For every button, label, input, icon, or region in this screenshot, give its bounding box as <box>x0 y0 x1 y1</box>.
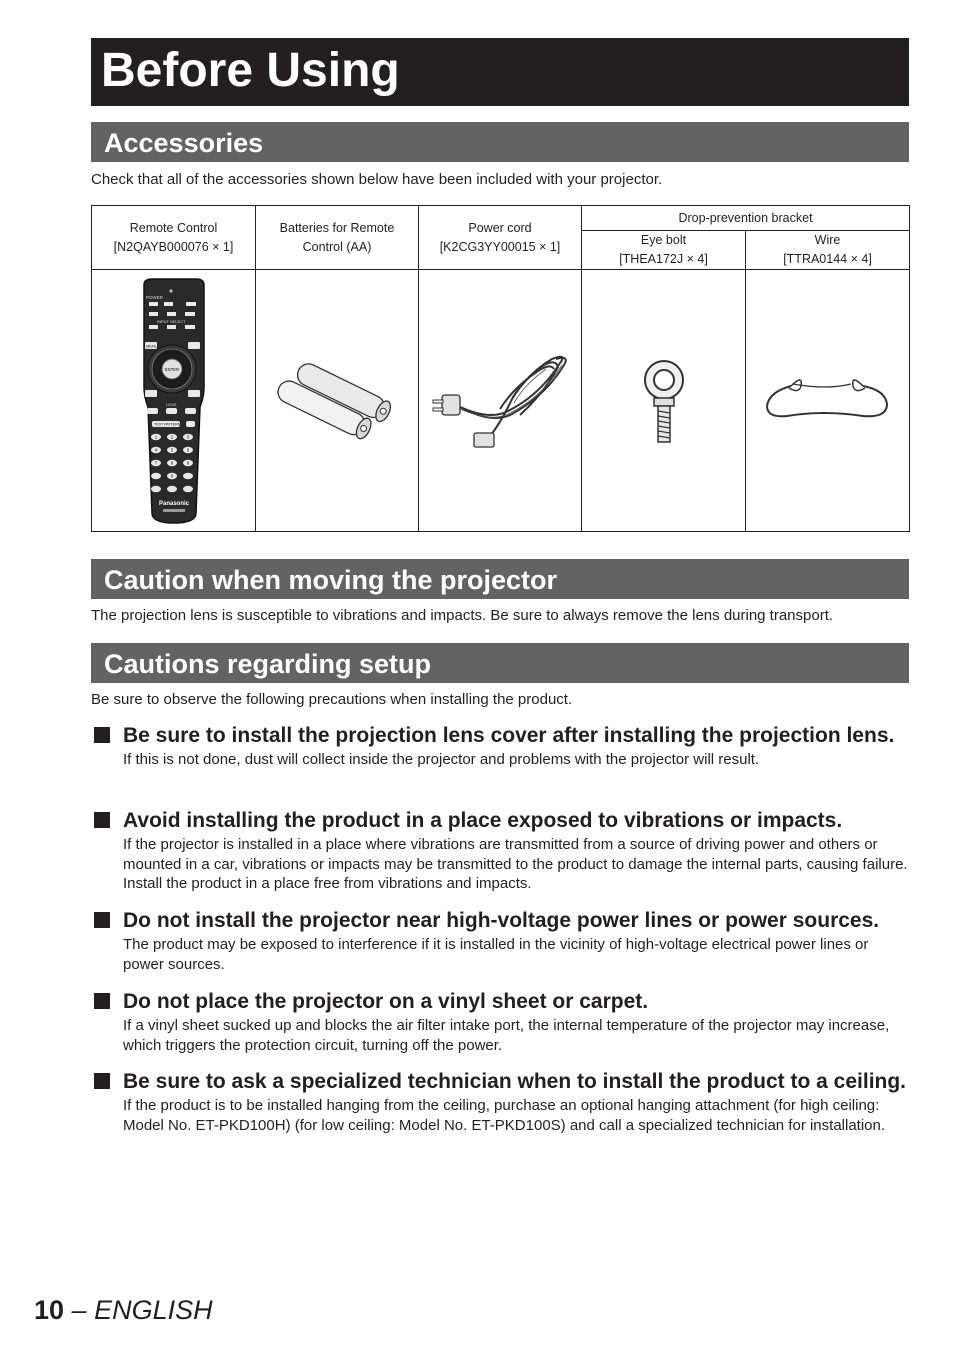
accessories-intro: Check that all of the accessories shown below have been included with your projector. <box>91 171 663 188</box>
remote-brand-label: Panasonic <box>158 500 189 507</box>
setup-item-ceiling <box>91 1070 909 1135</box>
setup-item-body: If the product is to be installed hanging from the ceiling, purchase an optional hanging attachment (for high ceiling: Model No. ET-PKD100H) (for low ceiling: Model No. ET-PKD100S) and call a specialized technician for installation. <box>123 1097 886 1134</box>
cord-part: [K2CG3YY00015 × 1] <box>439 239 561 254</box>
bullet-square-icon <box>94 812 110 828</box>
remote-power-label: POWER <box>145 294 163 300</box>
remote-test-pattern-label: TEST PATTERN <box>153 422 180 426</box>
svg-text:7: 7 <box>154 460 157 466</box>
page-number: 10 <box>34 1295 65 1325</box>
remote-header-cell <box>92 206 256 270</box>
batteries-part: Control (AA) <box>302 239 372 254</box>
batteries-name: Batteries for Remote <box>279 220 395 235</box>
setup-item-body: The product may be exposed to interference if it is installed in the vicinity of high-voltage electrical power lines or power sources. <box>123 936 869 973</box>
bullet-square-icon <box>94 727 110 743</box>
moving-heading: Caution when moving the projector <box>91 559 909 599</box>
eye-bolt-image <box>634 356 694 446</box>
power-cord-image <box>430 351 570 451</box>
svg-text:1: 1 <box>154 434 157 440</box>
setup-item-body: If a vinyl sheet sucked up and blocks the air filter intake port, the internal temperature of the projector may increase, which triggers the protection circuit, turning off the power. <box>123 1017 890 1054</box>
wire-part: [TTRA0144 × 4] <box>783 252 872 266</box>
cord-name: Power cord <box>468 220 532 235</box>
bullet-square-icon <box>94 993 110 1009</box>
bracket-group-header: Drop-prevention bracket <box>582 206 910 231</box>
wire-name: Wire <box>814 233 841 247</box>
eyebolt-name: Eye bolt <box>640 233 687 247</box>
page-title: Before Using <box>91 38 909 106</box>
bullet-square-icon <box>94 912 110 928</box>
setup-item-body: If this is not done, dust will collect inside the projector and problems with the projector will result. <box>123 751 760 768</box>
setup-item-vibrations <box>91 809 909 894</box>
eye-bolt-image-cell <box>582 270 746 532</box>
setup-item-body: If the projector is installed in a place where vibrations are transmitted from a source of driving power and others or mounted in a car, vibrations or impacts may be transmitted to the product to damage the internal parts, causing failure. Install the product in a place free from vibrations and impacts. <box>123 836 908 892</box>
setup-item-title: Do not install the projector near high-voltage power lines or power sources. <box>123 909 880 932</box>
remote-input-select-label: INPUT SELECT <box>156 318 186 324</box>
setup-intro: Be sure to observe the following precautions when installing the product. <box>91 691 573 708</box>
setup-item-lens-cover <box>91 724 909 770</box>
eyebolt-header-cell <box>582 231 746 270</box>
svg-text:5: 5 <box>170 447 173 453</box>
svg-text:4: 4 <box>154 447 157 453</box>
remote-lens-label: LENS <box>165 401 176 407</box>
svg-text:3: 3 <box>186 434 189 440</box>
svg-text:0: 0 <box>170 473 173 479</box>
batteries-header-cell <box>256 206 419 270</box>
cord-header-cell <box>419 206 582 270</box>
wire-image <box>763 376 893 426</box>
remote-image-cell <box>92 270 256 532</box>
batteries-image <box>275 361 399 441</box>
wire-image-cell <box>746 270 910 532</box>
setup-item-title: Avoid installing the product in a place exposed to vibrations or impacts. <box>123 809 843 832</box>
setup-item-vinyl-sheet <box>91 990 909 1055</box>
remote-part: [N2QAYB000076 × 1] <box>113 239 234 254</box>
footer-language: – ENGLISH <box>64 1295 213 1325</box>
svg-text:2: 2 <box>170 434 173 440</box>
svg-text:8: 8 <box>170 460 173 466</box>
setup-item-high-voltage <box>91 909 909 974</box>
accessories-heading: Accessories <box>91 122 909 162</box>
setup-item-title: Be sure to ask a specialized technician when to install the product to a ceiling. <box>123 1070 907 1093</box>
bullet-square-icon <box>94 1073 110 1089</box>
setup-heading: Cautions regarding setup <box>91 643 909 683</box>
wire-header-cell <box>746 231 910 270</box>
power-cord-image-cell <box>419 270 582 532</box>
accessories-table <box>91 205 910 532</box>
svg-text:6: 6 <box>186 447 189 453</box>
remote-menu-label: MENU <box>145 343 158 348</box>
remote-name: Remote Control <box>129 220 218 235</box>
svg-text:9: 9 <box>186 460 189 466</box>
batteries-image-cell <box>256 270 419 532</box>
moving-text: The projection lens is susceptible to vibrations and impacts. Be sure to always remove the lens during transport. <box>91 607 834 624</box>
setup-item-title: Do not place the projector on a vinyl sheet or carpet. <box>123 990 649 1013</box>
setup-item-title: Be sure to install the projection lens cover after installing the projection lens. <box>123 724 895 747</box>
remote-enter-label: ENTER <box>164 366 179 372</box>
remote-control-image <box>138 277 210 525</box>
page-footer <box>34 1293 213 1327</box>
eyebolt-part: [THEA172J × 4] <box>619 252 708 266</box>
